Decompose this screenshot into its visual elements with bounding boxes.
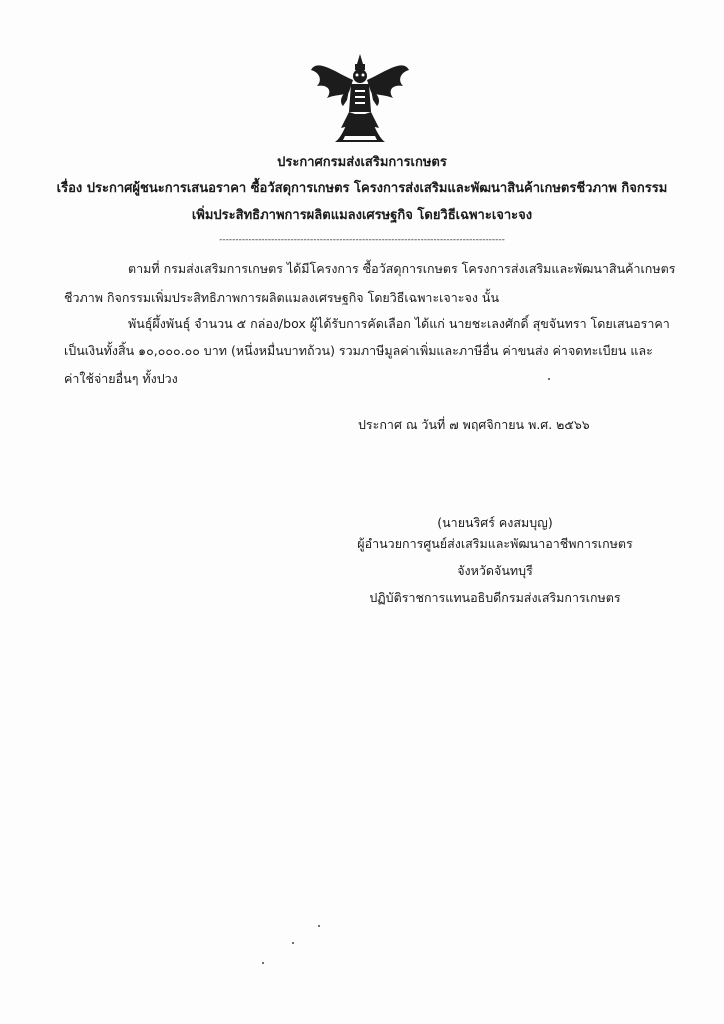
scan-speck <box>548 378 550 380</box>
signatory-position-2: จังหวัดจันทบุรี <box>457 563 533 578</box>
subject-line-2: เพิ่มประสิทธิภาพการผลิตแมลงเศรษฐกิจ โดยวิธีเฉพาะเจาะจง <box>191 208 533 223</box>
scan-speck <box>318 925 320 927</box>
signatory-name: (นายนริศร์ คงสมบุญ) <box>437 515 553 530</box>
separator-line: ---------------------------------------------------------------------------------------- <box>219 235 505 245</box>
garuda-emblem-icon <box>305 50 415 150</box>
scan-speck <box>262 962 264 964</box>
announcement-date: ประกาศ ณ วันที่ ๗ พฤศจิกายน พ.ศ. ๒๕๖๖ <box>358 417 590 432</box>
paragraph-1-line-2: ชีวภาพ กิจกรรมเพิ่มประสิทธิภาพการผลิตแมลงเศรษฐกิจ โดยวิธีเฉพาะเจาะจง นั้น <box>64 290 499 305</box>
document-title: ประกาศกรมส่งเสริมการเกษตร <box>277 155 447 170</box>
signatory-position-1: ผู้อำนวยการศูนย์ส่งเสริมและพัฒนาอาชีพการเกษตร <box>357 536 633 551</box>
paragraph-2-line-2: เป็นเงินทั้งสิ้น ๑๐,๐๐๐.๐๐ บาท (หนึ่งหมื่นบาทถ้วน) รวมภาษีมูลค่าเพิ่มและภาษีอื่น ค่าขนส่ง ค่าจดทะเบียน และ <box>64 343 653 358</box>
paragraph-2-line-3: ค่าใช้จ่ายอื่นๆ ทั้งปวง <box>64 371 178 386</box>
scan-speck <box>292 942 294 944</box>
paragraph-2-line-1: พันธุ์ผึ้งพันธุ์ จำนวน ๕ กล่อง/box ผู้ได้รับการคัดเลือก ได้แก่ นายชะเลงศักดิ์ สุขจันทรา โดยเสนอราคา <box>128 316 670 331</box>
signatory-position-3: ปฏิบัติราชการแทนอธิบดีกรมส่งเสริมการเกษตร <box>369 590 621 605</box>
paragraph-1-line-1: ตามที่ กรมส่งเสริมการเกษตร ได้มีโครงการ ซื้อวัสดุการเกษตร โครงการส่งเสริมและพัฒนาสินค้าเกษตร <box>128 261 676 276</box>
subject-line-1: เรื่อง ประกาศผู้ชนะการเสนอราคา ซื้อวัสดุการเกษตร โครงการส่งเสริมและพัฒนาสินค้าเกษตรชีวภาพ กิจกรรม <box>56 181 668 196</box>
